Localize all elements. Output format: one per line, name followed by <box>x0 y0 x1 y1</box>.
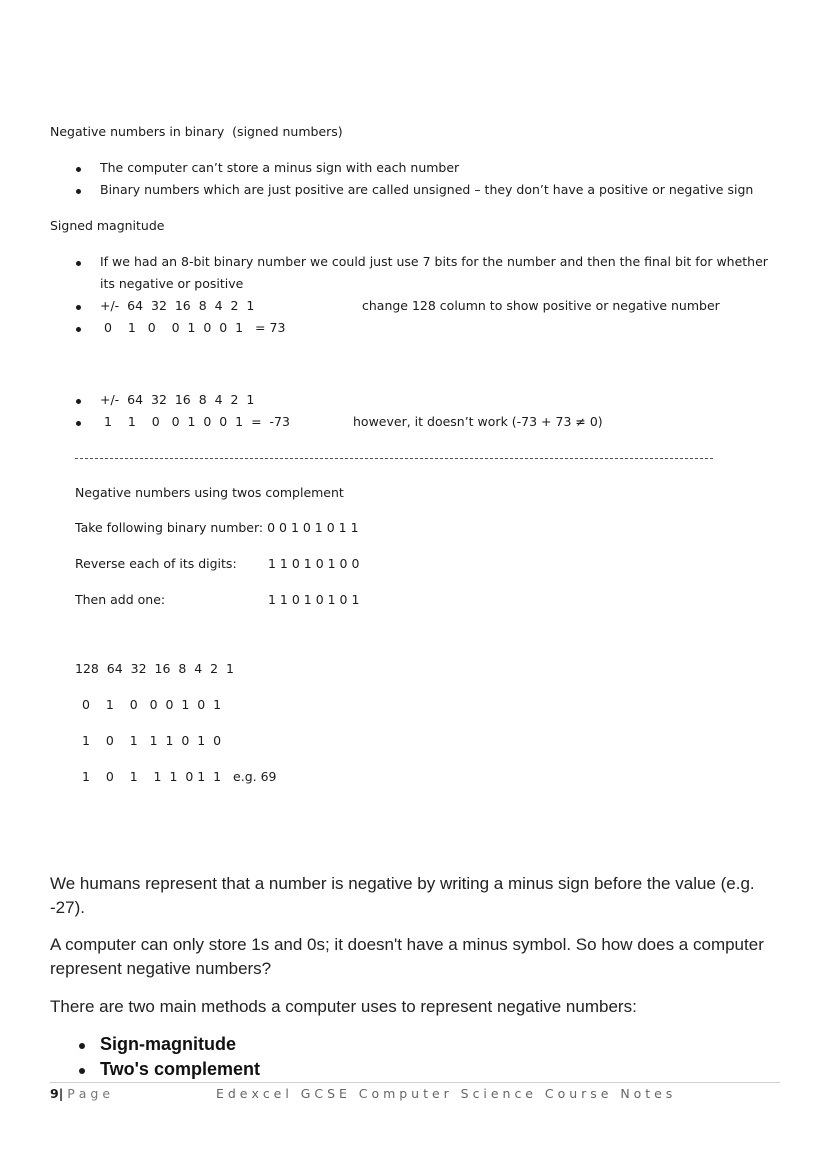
sm-bullet-1-line-1: If we had an 8-bit binary number we could just use 7 bits for the number and then the final bit for whether <box>100 254 768 269</box>
bullet-dot <box>76 189 81 194</box>
bullet-dot <box>79 1068 85 1074</box>
sm-negative-note: however, it doesn’t work (-73 + 73 ≠ 0) <box>353 414 603 429</box>
footer-rule <box>50 1082 780 1083</box>
twos-row-1: 0 1 0 0 0 1 0 1 <box>82 697 222 712</box>
twos-addone-value: 1 1 0 1 0 1 0 1 <box>268 592 360 607</box>
explanation-para-1: We humans represent that a number is negative by writing a minus sign before the value (e.g. -27). <box>50 874 755 917</box>
sm-positive-row: 0 1 0 0 1 0 0 1 = 73 <box>104 320 286 335</box>
bullet-dot <box>76 399 81 404</box>
explanation-para-2: A computer can only store 1s and 0s; it doesn't have a minus symbol. So how does a computer represent negative numbers? <box>50 935 764 978</box>
footer-page-number: 9 <box>50 1086 59 1101</box>
footer-page <box>50 1086 110 1101</box>
twos-reverse-label: Reverse each of its digits: <box>75 556 237 571</box>
twos-row-2: 1 0 1 1 1 0 1 0 <box>82 733 222 748</box>
twos-reverse-value: 1 1 0 1 0 1 0 0 <box>268 556 360 571</box>
twos-addone-label: Then add one: <box>75 592 166 607</box>
twos-take-label: Take following binary number: 0 0 1 0 1 0 1 1 <box>75 520 359 535</box>
twos-complement-heading: Negative numbers using twos complement <box>75 485 344 500</box>
bullet-dot <box>76 305 81 310</box>
intro-bullet-1: The computer can’t store a minus sign with each number <box>100 160 460 175</box>
sm-column-note: change 128 column to show positive or negative number <box>362 298 720 313</box>
bullet-dot <box>76 261 81 266</box>
intro-bullet-2: Binary numbers which are just positive are called unsigned – they don’t have a positive or negative sign <box>100 182 754 197</box>
twos-column-header: 128 64 32 16 8 4 2 1 <box>75 661 235 676</box>
sm-column-header-2: +/- 64 32 16 8 4 2 1 <box>100 392 255 407</box>
bullet-dot <box>76 327 81 332</box>
explanation-para-3: There are two main methods a computer uses to represent negative numbers: <box>50 997 637 1016</box>
page-title: Negative numbers in binary (signed numbers) <box>50 124 343 139</box>
method-twos-complement: Two's complement <box>100 1059 260 1079</box>
method-sign-magnitude: Sign-magnitude <box>100 1034 236 1054</box>
bullet-dot <box>76 421 81 426</box>
footer-page-label: P a g e <box>67 1086 111 1101</box>
bullet-dot <box>76 167 81 172</box>
sm-column-header: +/- 64 32 16 8 4 2 1 <box>100 298 255 313</box>
twos-row-3: 1 0 1 1 1 0 1 1 e.g. 69 <box>82 769 277 784</box>
footer-separator: | <box>58 1086 64 1101</box>
dashed-divider <box>75 458 713 459</box>
signed-magnitude-heading: Signed magnitude <box>50 218 165 233</box>
footer-course-title: E d e x c e l G C S E C o m p u t e r S c i e n c e C o u r s e N o t e s <box>216 1086 673 1101</box>
sm-negative-row: 1 1 0 0 1 0 0 1 = -73 <box>104 414 290 429</box>
bullet-dot <box>79 1043 85 1049</box>
sm-bullet-1-line-2: its negative or positive <box>100 276 244 291</box>
